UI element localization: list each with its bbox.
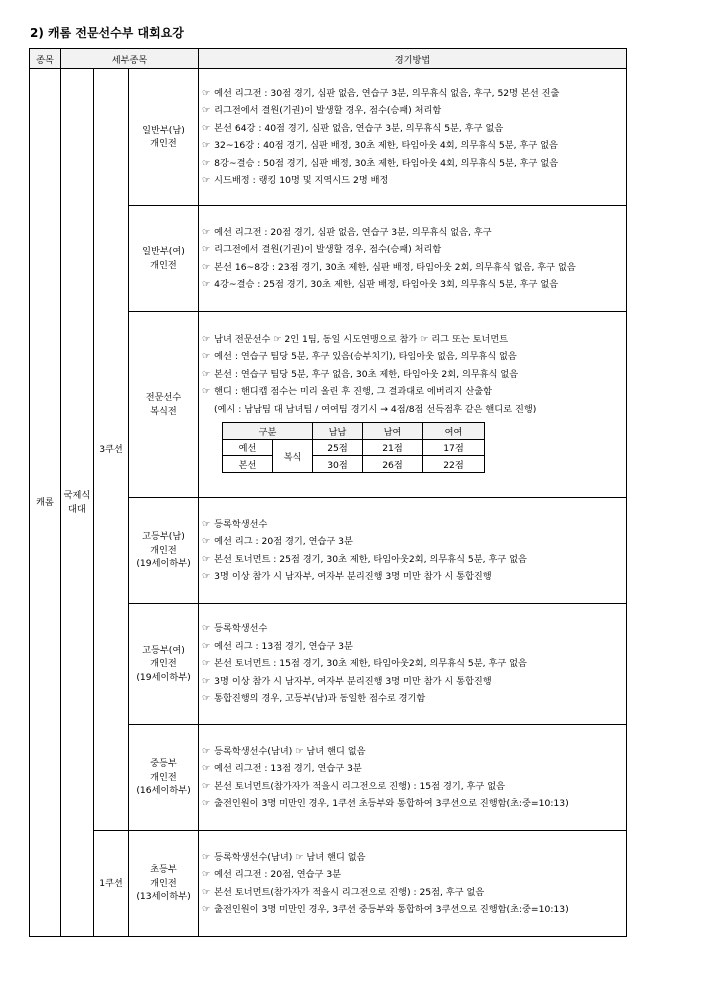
- category-cell: 국제식 대대: [61, 69, 94, 937]
- handicap-header-type: 구분: [223, 423, 313, 440]
- method-line-text: 시드배정 : 랭킹 10명 및 지역시드 2명 배정: [214, 175, 389, 186]
- method-line-text: 리그전에서 결원(기권)이 발생할 경우, 점수(승패) 처리함: [214, 105, 442, 116]
- method-line: [202, 655, 624, 673]
- pointing-hand-icon: ☞: [202, 386, 211, 397]
- method-line-text: 통합진행의 경우, 고등부(남)과 동일한 점수로 경기함: [214, 693, 426, 705]
- method-line: [202, 795, 624, 813]
- handicap-header-ff: 여여: [423, 423, 485, 440]
- method-line-text: 예선 리그 : 13점 경기, 연습구 3분: [214, 640, 353, 652]
- method-line-text: 핸디 : 핸디캡 점수는 미리 올린 후 진행, 그 결과대로 에버리지 산출함: [214, 386, 492, 397]
- method-line: [202, 638, 624, 656]
- handicap-value: 26점: [363, 456, 423, 473]
- division-cell: 전문선수 복식전: [129, 312, 199, 498]
- pointing-hand-icon: ☞: [202, 261, 211, 273]
- division-cell: 고등부(여) 개인전 (19세이하부): [129, 604, 199, 725]
- pointing-hand-icon: ☞: [202, 623, 211, 635]
- method-line: [202, 137, 624, 155]
- method-line: [202, 259, 624, 277]
- method-line: [202, 568, 624, 586]
- pointing-hand-icon: ☞: [202, 904, 211, 915]
- table-row: [30, 831, 627, 937]
- method-line-text: 32~16강 : 40점 경기, 심판 배정, 30초 제한, 타임아웃 4회, 의무휴식 5분, 후구 없음: [214, 140, 558, 151]
- handicap-note: (예시 : 남남팀 대 남녀팀 / 여여팀 경기시 → 4점/8점 선득점후 같은 핸디로 진행): [214, 403, 537, 415]
- method-line-text: 3명 이상 참가 시 남자부, 여자부 분리진행 3명 미만 참가 시 통합진행: [214, 675, 492, 687]
- pointing-hand-icon: ☞: [202, 105, 211, 116]
- method-line-text: 예선 리그전 : 20점, 연습구 3분: [214, 869, 342, 880]
- pointing-hand-icon: ☞: [202, 798, 211, 809]
- pointing-hand-icon: ☞: [202, 553, 211, 565]
- method-line-text: 8강~결승 : 50점 경기, 심판 배정, 30초 제한, 타임아웃 4회, 의무휴식 5분, 후구 없음: [214, 157, 559, 169]
- method-cell: [199, 312, 627, 498]
- method-line-text: 예선 리그 : 20점 경기, 연습구 3분: [214, 536, 353, 547]
- pointing-hand-icon: ☞: [202, 536, 211, 547]
- method-line: [202, 866, 624, 884]
- pointing-hand-icon: ☞: [202, 780, 211, 792]
- header-event: 종목: [30, 49, 61, 69]
- method-line-text: 예선 리그전 : 20점 경기, 심판 없음, 연습구 3분, 의무휴식 없음, 후구: [214, 226, 492, 238]
- method-line-text: 본선 : 연습구 팀당 5분, 후구 없음, 30초 제한, 타임아웃 2회, 의무휴식 없음: [214, 368, 519, 380]
- method-line-text: 본선 16~8강 : 23점 경기, 30초 제한, 심판 배정, 타임아웃 2회, 의무휴식 없음, 후구 없음: [214, 261, 576, 273]
- method-line-text: 출전인원이 3명 미만인 경우, 3쿠션 중등부와 통합하여 3쿠션으로 진행함(초:중=10:13): [214, 904, 569, 915]
- handicap-header-mm: 남남: [313, 423, 363, 440]
- pointing-hand-icon: ☞: [202, 333, 211, 345]
- method-line: [202, 516, 624, 534]
- method-line-text: 출전인원이 3명 미만인 경우, 1쿠션 초등부와 통합하여 3쿠션으로 진행함(초:중=10:13): [214, 798, 569, 809]
- method-line-text: 등록학생선수(남녀) ☞ 남녀 핸디 없음: [214, 851, 366, 863]
- pointing-hand-icon: ☞: [202, 693, 211, 705]
- pointing-hand-icon: ☞: [202, 368, 211, 380]
- method-line: [202, 760, 624, 778]
- method-line-text: 본선 토너먼트(참가자가 적을시 리그전으로 진행) : 15점 경기, 후구 없음: [214, 780, 505, 792]
- handicap-row-label: 예선: [223, 439, 273, 456]
- pointing-hand-icon: ☞: [202, 244, 211, 255]
- event-cell: 캐롬: [30, 69, 61, 937]
- pointing-hand-icon: ☞: [202, 745, 211, 757]
- method-cell: [199, 69, 627, 206]
- method-line-text: 리그전에서 결원(기권)이 발생할 경우, 점수(승패) 처리함: [214, 244, 442, 255]
- division-cell: 일반부(여) 개인전: [129, 206, 199, 312]
- handicap-value: 25점: [313, 439, 363, 456]
- method-line-text: 4강~결승 : 25점 경기, 30초 제한, 심판 배정, 타임아웃 3회, 의무휴식 5분, 후구 없음: [214, 279, 559, 290]
- method-line: [202, 383, 624, 401]
- pointing-hand-icon: ☞: [202, 886, 211, 898]
- method-lines: [202, 331, 624, 401]
- method-line: [202, 690, 624, 708]
- pointing-hand-icon: ☞: [202, 140, 211, 151]
- pointing-hand-icon: ☞: [202, 763, 211, 774]
- pointing-hand-icon: ☞: [202, 869, 211, 880]
- cushion3-cell: 3쿠션: [94, 69, 129, 831]
- handicap-row: [223, 456, 485, 473]
- method-cell: [199, 604, 627, 725]
- division-cell: 일반부(남) 개인전: [129, 69, 199, 206]
- pointing-hand-icon: ☞: [202, 279, 211, 290]
- method-line: [202, 102, 624, 120]
- pointing-hand-icon: ☞: [202, 518, 211, 530]
- pointing-hand-icon: ☞: [202, 122, 211, 134]
- method-line: [202, 778, 624, 796]
- method-line-text: 예선 : 연습구 팀당 5분, 후구 있음(승부치기), 타임아웃 없음, 의무휴식 없음: [214, 351, 517, 362]
- page-title: 2) 캐롬 전문선수부 대회요강: [30, 26, 184, 40]
- method-line: [202, 348, 624, 366]
- method-line: [202, 366, 624, 384]
- method-line-text: 등록학생선수(남녀) ☞ 남녀 핸디 없음: [214, 745, 366, 757]
- rules-table: [29, 48, 627, 937]
- method-cell: [199, 206, 627, 312]
- method-line-text: 예선 리그전 : 30점 경기, 심판 없음, 연습구 3분, 의무휴식 없음, 후구, 52명 본선 진출: [214, 87, 560, 99]
- method-line: [202, 331, 624, 349]
- pointing-hand-icon: ☞: [202, 351, 211, 362]
- method-line: [202, 884, 624, 902]
- pointing-hand-icon: ☞: [202, 675, 211, 687]
- pointing-hand-icon: ☞: [202, 175, 211, 186]
- header-detail: 세부종목: [61, 49, 199, 69]
- handicap-value: 21점: [363, 439, 423, 456]
- pointing-hand-icon: ☞: [202, 658, 211, 670]
- handicap-header-mf: 남여: [363, 423, 423, 440]
- table-row: [30, 69, 627, 206]
- division-cell: 고등부(남) 개인전 (19세이하부): [129, 498, 199, 604]
- method-line: [202, 172, 624, 190]
- handicap-merged-label: 복식: [273, 439, 313, 472]
- method-line-text: 예선 리그전 : 13점 경기, 연습구 3분: [214, 763, 362, 774]
- method-line: [202, 155, 624, 173]
- method-line-text: 본선 토너먼트 : 25점 경기, 30초 제한, 타임아웃2회, 의무휴식 5분, 후구 없음: [214, 553, 527, 565]
- method-line: [202, 673, 624, 691]
- method-line: [202, 743, 624, 761]
- method-line: [202, 224, 624, 242]
- handicap-row: [223, 439, 485, 456]
- division-cell: 초등부 개인전 (13세이하부): [129, 831, 199, 937]
- handicap-value: 17점: [423, 439, 485, 456]
- pointing-hand-icon: ☞: [202, 87, 211, 99]
- pointing-hand-icon: ☞: [202, 226, 211, 238]
- method-line-text: 본선 토너먼트(참가자가 적을시 리그전으로 진행) : 25점, 후구 없음: [214, 886, 485, 898]
- method-line: [202, 620, 624, 638]
- method-line: [202, 533, 624, 551]
- method-line-text: 등록학생선수: [214, 518, 268, 530]
- method-line: [202, 849, 624, 867]
- method-line-text: 본선 64강 : 40점 경기, 심판 없음, 연습구 3분, 의무휴식 5분, 후구 없음: [214, 122, 504, 134]
- cushion1-cell: 1쿠션: [94, 831, 129, 937]
- method-line: [202, 276, 624, 294]
- pointing-hand-icon: ☞: [202, 571, 211, 582]
- method-line: [202, 120, 624, 138]
- method-line: [202, 901, 624, 919]
- method-cell: [199, 725, 627, 831]
- handicap-row-label: 본선: [223, 456, 273, 473]
- pointing-hand-icon: ☞: [202, 157, 211, 169]
- method-line: [202, 551, 624, 569]
- method-line: [202, 241, 624, 259]
- handicap-value: 22점: [423, 456, 485, 473]
- method-line-text: 3명 이상 참가 시 남자부, 여자부 분리진행 3명 미만 참가 시 통합진행: [214, 571, 492, 582]
- pointing-hand-icon: ☞: [202, 851, 211, 863]
- header-row: [30, 49, 627, 69]
- division-cell: 중등부 개인전 (16세이하부): [129, 725, 199, 831]
- method-line-text: 등록학생선수: [214, 623, 268, 635]
- handicap-value: 30점: [313, 456, 363, 473]
- method-line: [202, 85, 624, 103]
- handicap-header-row: [223, 423, 485, 440]
- pointing-hand-icon: ☞: [202, 640, 211, 652]
- header-method: 경기방법: [199, 49, 627, 69]
- method-cell: [199, 498, 627, 604]
- method-line-text: 남녀 전문선수 ☞ 2인 1팀, 동일 시도연맹으로 참가 ☞ 리그 또는 토너먼트: [214, 333, 509, 345]
- method-line-text: 본선 토너먼트 : 15점 경기, 30초 제한, 타임아웃2회, 의무휴식 5분, 후구 없음: [214, 658, 527, 670]
- handicap-table: [222, 422, 485, 473]
- method-cell: [199, 831, 627, 937]
